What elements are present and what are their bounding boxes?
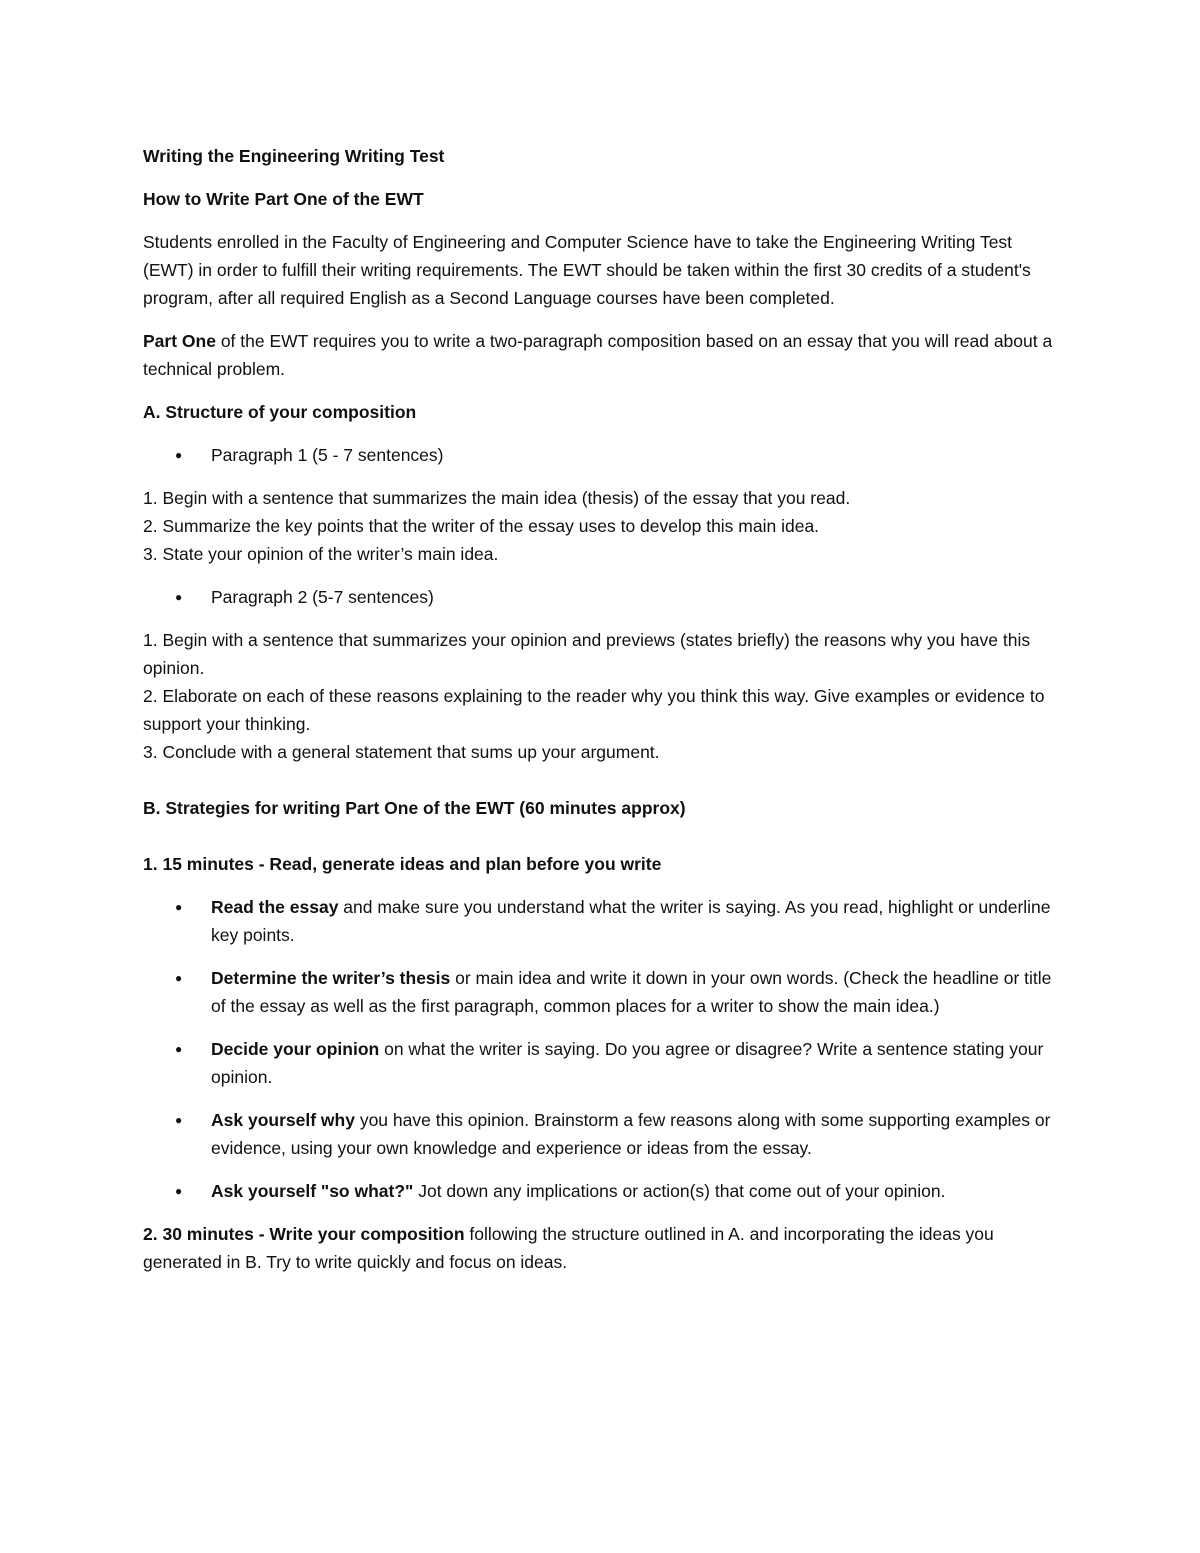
strategy-text: you have this opinion. Brainstorm a few reasons along with some supporting examples or evidence, using your own knowledge and experience or ideas from the essay. xyxy=(211,1110,1051,1158)
step2-bold: 2. 30 minutes - Write your composition xyxy=(143,1224,465,1244)
paragraph1-step: 2. Summarize the key points that the writer of the essay uses to develop this main idea. xyxy=(143,516,820,536)
paragraph1-step: 3. State your opinion of the writer’s main idea. xyxy=(143,544,499,564)
bullet-icon: ● xyxy=(175,1113,183,1127)
strategy-text: Jot down any implications or action(s) that come out of your opinion. xyxy=(413,1181,946,1201)
part-one-label: Part One xyxy=(143,331,216,351)
strategy-bullet xyxy=(143,893,1060,949)
paragraph1-step: 1. Begin with a sentence that summarizes the main idea (thesis) of the essay that you read. xyxy=(143,488,851,508)
part-one-paragraph xyxy=(143,327,1060,383)
strategy-bold: Read the essay xyxy=(211,897,339,917)
paragraph1-label: Paragraph 1 (5 - 7 sentences) xyxy=(211,445,444,465)
strategy-bold: Determine the writer’s thesis xyxy=(211,968,451,988)
bullet-icon: ● xyxy=(175,448,183,462)
strategy-bullet xyxy=(143,1177,1060,1205)
strategy-bullet xyxy=(143,964,1060,1020)
paragraph2-step: 3. Conclude with a general statement that sums up your argument. xyxy=(143,742,660,762)
part-one-text: of the EWT requires you to write a two-paragraph composition based on an essay that you will read about a technical problem. xyxy=(143,331,1053,379)
paragraph1-bullet xyxy=(143,441,1060,469)
bullet-icon: ● xyxy=(175,1042,183,1056)
strategy-bullet xyxy=(143,1035,1060,1091)
strategy-bold: Ask yourself "so what?" xyxy=(211,1181,414,1201)
paragraph2-label: Paragraph 2 (5-7 sentences) xyxy=(211,587,434,607)
strategy-text: or main idea and write it down in your own words. (Check the headline or title of the essay as well as the first paragraph, common places for a writer to show the main idea.) xyxy=(211,968,1052,1016)
strategy-bold: Decide your opinion xyxy=(211,1039,380,1059)
bullet-icon: ● xyxy=(175,1184,183,1198)
section-b-heading: B. Strategies for writing Part One of the EWT (60 minutes approx) xyxy=(143,798,686,818)
step1-heading: 1. 15 minutes - Read, generate ideas and plan before you write xyxy=(143,854,662,874)
strategy-bullet xyxy=(143,1106,1060,1162)
bullet-icon: ● xyxy=(175,971,183,985)
document-title: Writing the Engineering Writing Test xyxy=(143,146,445,166)
bullet-icon: ● xyxy=(175,900,183,914)
strategy-text: on what the writer is saying. Do you agree or disagree? Write a sentence stating your opinion. xyxy=(211,1039,1044,1087)
intro-paragraph: Students enrolled in the Faculty of Engineering and Computer Science have to take the Engineering Writing Test (EWT) in order to fulfill their writing requirements. The EWT should be taken within the first 30 credits of a student's program, after all required English as a Second Language courses have been completed. xyxy=(143,232,1031,308)
bullet-icon: ● xyxy=(175,590,183,604)
strategy-bold: Ask yourself why xyxy=(211,1110,355,1130)
paragraph2-step: 2. Elaborate on each of these reasons explaining to the reader why you think this way. Give examples or evidence to support your thinking. xyxy=(143,686,1045,734)
step2-text: following the structure outlined in A. and incorporating the ideas you generated in B. Try to write quickly and focus on ideas. xyxy=(143,1224,994,1272)
paragraph2-bullet xyxy=(143,583,1060,611)
paragraph2-steps xyxy=(143,626,1060,766)
section-a-heading: A. Structure of your composition xyxy=(143,402,417,422)
step2-paragraph xyxy=(143,1220,1060,1276)
strategy-text: and make sure you understand what the writer is saying. As you read, highlight or underline key points. xyxy=(211,897,1051,945)
document-subtitle: How to Write Part One of the EWT xyxy=(143,189,424,209)
paragraph1-steps xyxy=(143,484,1060,568)
paragraph2-step: 1. Begin with a sentence that summarizes your opinion and previews (states briefly) the reasons why you have this opinion. xyxy=(143,630,1031,678)
